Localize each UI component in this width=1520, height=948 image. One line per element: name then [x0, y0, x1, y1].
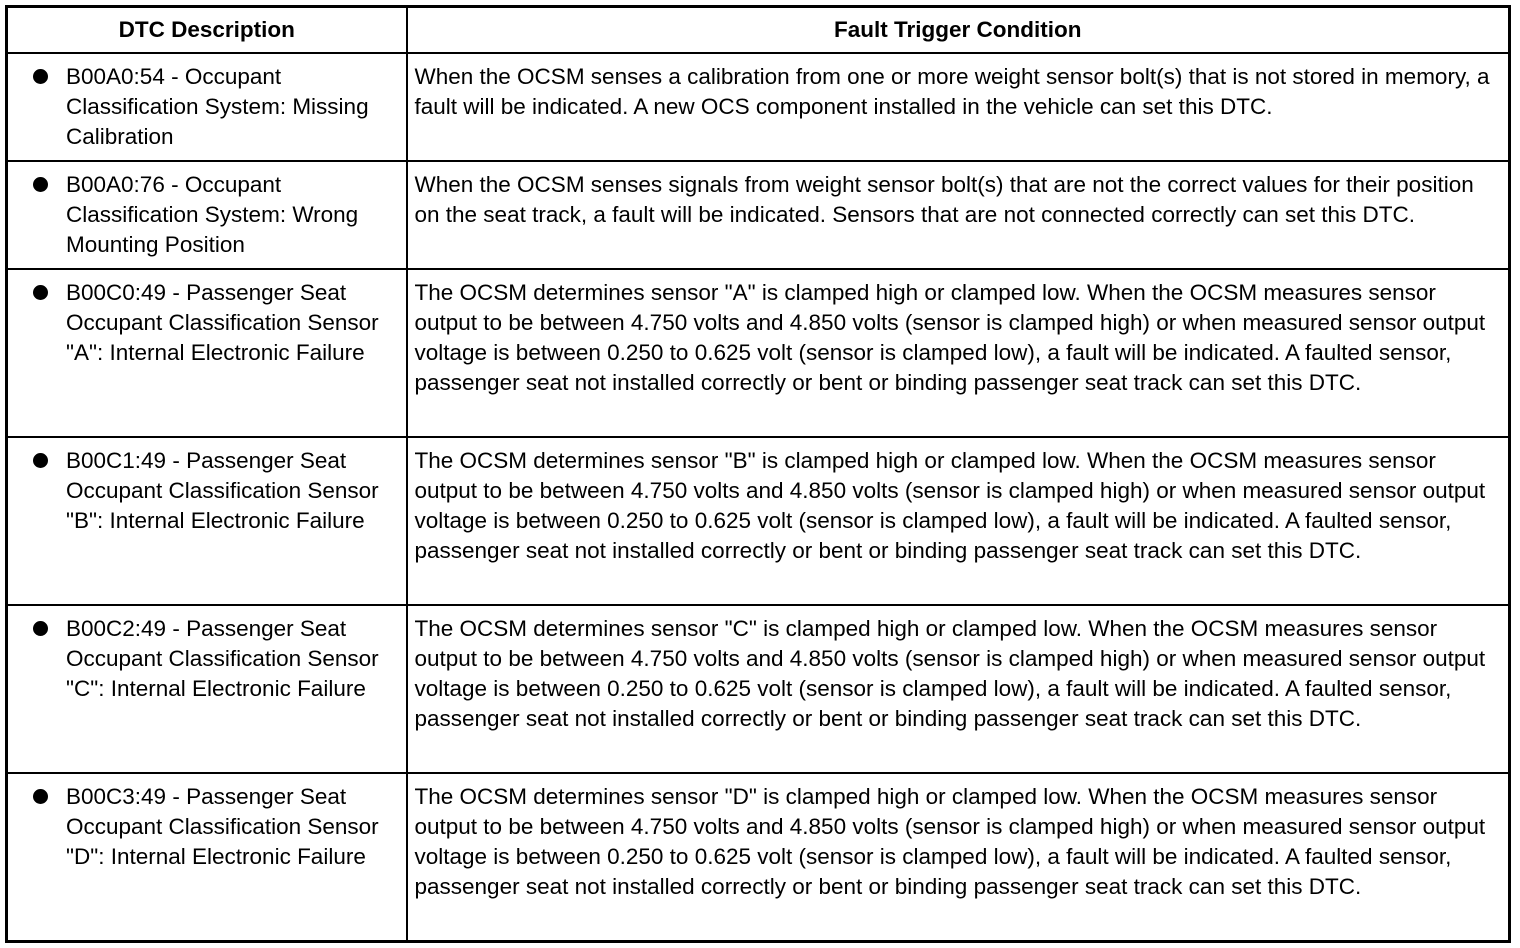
bullet-icon	[33, 621, 48, 636]
dtc-description: B00C0:49 - Passenger Seat Occupant Classification Sensor "A": Internal Electronic Failure	[66, 280, 379, 365]
fault-trigger-condition: The OCSM determines sensor "D" is clamped high or clamped low. When the OCSM measures sensor output to be between 4.750 volts and 4.850 volts (sensor is clamped high) or when measured sensor output voltage is between 0.250 to 0.625 volt (sensor is clamped low), a fault will be indicated. A faulted sensor, passenger seat not installed correctly or bent or binding passenger seat track can set this DTC.	[407, 773, 1510, 941]
bullet-icon	[33, 453, 48, 468]
dtc-table	[5, 5, 1511, 943]
bullet-icon	[33, 285, 48, 300]
dtc-description-cell	[7, 437, 407, 605]
bullet-icon	[33, 177, 48, 192]
fault-trigger-condition: When the OCSM senses a calibration from one or more weight sensor bolt(s) that is not stored in memory, a fault will be indicated. A new OCS component installed in the vehicle can set this DTC.	[407, 53, 1510, 161]
fault-trigger-condition: The OCSM determines sensor "B" is clamped high or clamped low. When the OCSM measures sensor output to be between 4.750 volts and 4.850 volts (sensor is clamped high) or when measured sensor output voltage is between 0.250 to 0.625 volt (sensor is clamped low), a fault will be indicated. A faulted sensor, passenger seat not installed correctly or bent or binding passenger seat track can set this DTC.	[407, 437, 1510, 605]
dtc-description-cell	[7, 269, 407, 437]
bullet-icon	[33, 789, 48, 804]
table-row	[7, 53, 1510, 161]
dtc-description-cell	[7, 605, 407, 773]
table-row	[7, 269, 1510, 437]
bullet-icon	[33, 69, 48, 84]
table-row	[7, 773, 1510, 941]
dtc-description: B00C1:49 - Passenger Seat Occupant Classification Sensor "B": Internal Electronic Failure	[66, 448, 379, 533]
table-row	[7, 437, 1510, 605]
fault-trigger-condition: The OCSM determines sensor "C" is clamped high or clamped low. When the OCSM measures sensor output to be between 4.750 volts and 4.850 volts (sensor is clamped high) or when measured sensor output voltage is between 0.250 to 0.625 volt (sensor is clamped low), a fault will be indicated. A faulted sensor, passenger seat not installed correctly or bent or binding passenger seat track can set this DTC.	[407, 605, 1510, 773]
dtc-description: B00A0:76 - Occupant Classification System: Wrong Mounting Position	[66, 172, 359, 257]
fault-trigger-condition: The OCSM determines sensor "A" is clamped high or clamped low. When the OCSM measures sensor output to be between 4.750 volts and 4.850 volts (sensor is clamped high) or when measured sensor output voltage is between 0.250 to 0.625 volt (sensor is clamped low), a fault will be indicated. A faulted sensor, passenger seat not installed correctly or bent or binding passenger seat track can set this DTC.	[407, 269, 1510, 437]
header-fault-trigger-condition: Fault Trigger Condition	[407, 7, 1510, 54]
fault-trigger-condition: When the OCSM senses signals from weight sensor bolt(s) that are not the correct values for their position on the seat track, a fault will be indicated. Sensors that are not connected correctly can set this DTC.	[407, 161, 1510, 269]
dtc-description: B00C2:49 - Passenger Seat Occupant Classification Sensor "C": Internal Electronic Failure	[66, 616, 379, 701]
dtc-description-cell	[7, 161, 407, 269]
table-header-row	[7, 7, 1510, 54]
table-row	[7, 161, 1510, 269]
dtc-description-cell	[7, 773, 407, 941]
header-dtc-description: DTC Description	[7, 7, 407, 54]
dtc-description-cell	[7, 53, 407, 161]
dtc-description: B00A0:54 - Occupant Classification System: Missing Calibration	[66, 64, 369, 149]
table-row	[7, 605, 1510, 773]
dtc-description: B00C3:49 - Passenger Seat Occupant Classification Sensor "D": Internal Electronic Failure	[66, 784, 379, 869]
